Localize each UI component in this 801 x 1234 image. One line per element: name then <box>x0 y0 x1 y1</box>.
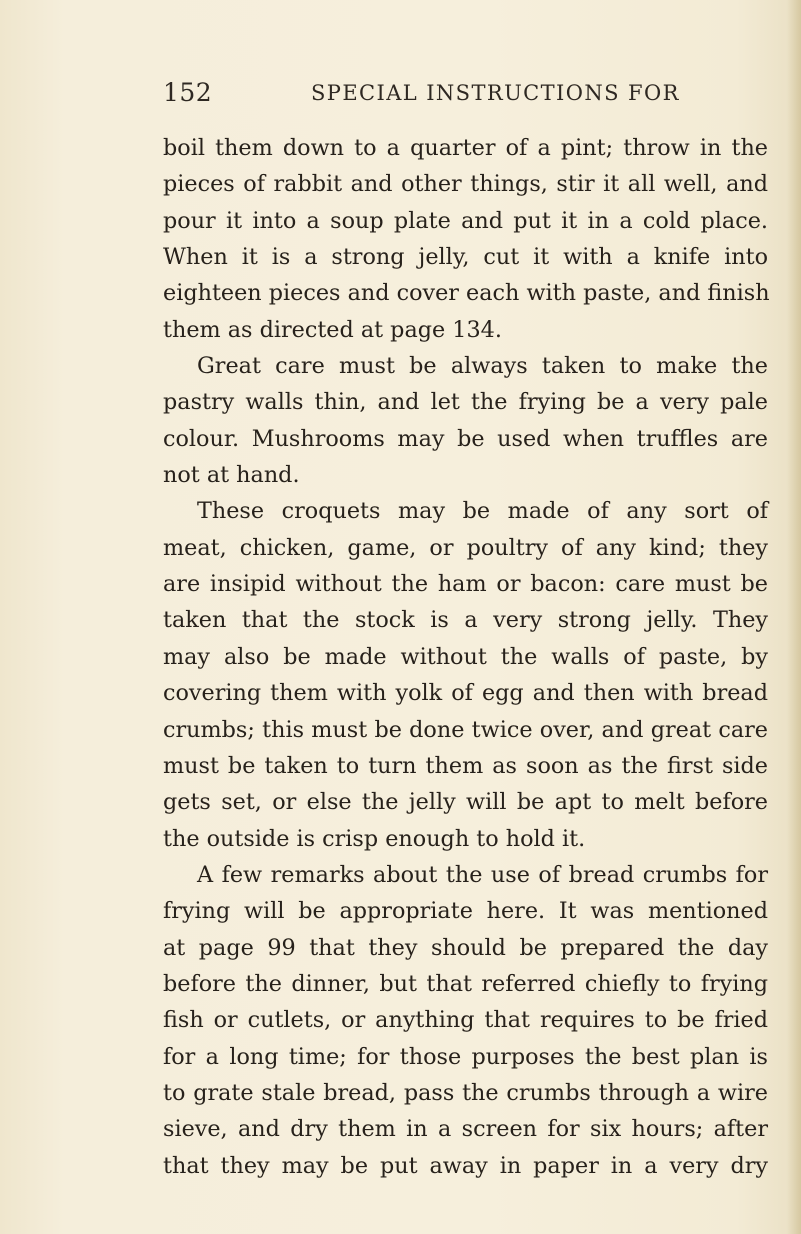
text-line: pastry walls thin, and let the frying be a very pale <box>163 389 768 416</box>
text-line: When it is a strong jelly, cut it with a knife into <box>163 244 768 271</box>
text-line: not at hand. <box>163 462 300 489</box>
text-line: taken that the stock is a very strong jelly. They <box>163 607 768 634</box>
page-header <box>163 78 763 114</box>
text-line: gets set, or else the jelly will be apt to melt before <box>163 789 768 816</box>
text-line: crumbs; this must be done twice over, and great care <box>163 716 768 743</box>
text-line: the outside is crisp enough to hold it. <box>163 825 586 852</box>
text-line: may also be made without the walls of paste, by <box>163 643 768 670</box>
text-line: covering them with yolk of egg and then with bread <box>163 680 768 707</box>
text-line: that they may be put away in paper in a very dry <box>163 1152 768 1179</box>
text-line: them as directed at page 134. <box>163 316 502 343</box>
text-line: Great care must be always taken to make the <box>197 353 768 380</box>
text-line: frying will be appropriate here. It was mentioned <box>163 898 768 925</box>
page-number: 152 <box>163 78 213 107</box>
text-line: pour it into a soup plate and put it in a cold place. <box>163 207 768 234</box>
text-line: pieces of rabbit and other things, stir it all well, and <box>163 171 768 198</box>
page-edge-shadow <box>787 0 801 1234</box>
text-line: These croquets may be made of any sort of <box>197 498 768 525</box>
running-head: SPECIAL INSTRUCTIONS FOR <box>311 81 680 105</box>
text-line: boil them down to a quarter of a pint; throw in the <box>163 135 768 161</box>
text-line: A few remarks about the use of bread crumbs for <box>197 861 768 888</box>
text-line: before the dinner, but that referred chiefly to frying <box>163 970 768 997</box>
text-line: at page 99 that they should be prepared the day <box>163 934 768 961</box>
text-line: sieve, and dry them in a screen for six hours; after <box>163 1116 768 1143</box>
text-line: must be taken to turn them as soon as the first side <box>163 752 768 779</box>
text-line: eighteen pieces and cover each with paste, and finish <box>163 280 770 307</box>
text-line: are insipid without the ham or bacon: care must be <box>163 571 768 598</box>
text-line: colour. Mushrooms may be used when truffles are <box>163 425 768 452</box>
text-line: to grate stale bread, pass the crumbs through a wire <box>163 1079 768 1106</box>
text-line: for a long time; for those purposes the best plan is <box>163 1043 768 1070</box>
body-text <box>163 130 768 1184</box>
text-line: fish or cutlets, or anything that requires to be fried <box>163 1007 768 1034</box>
text-line: meat, chicken, game, or poultry of any kind; they <box>163 534 768 561</box>
